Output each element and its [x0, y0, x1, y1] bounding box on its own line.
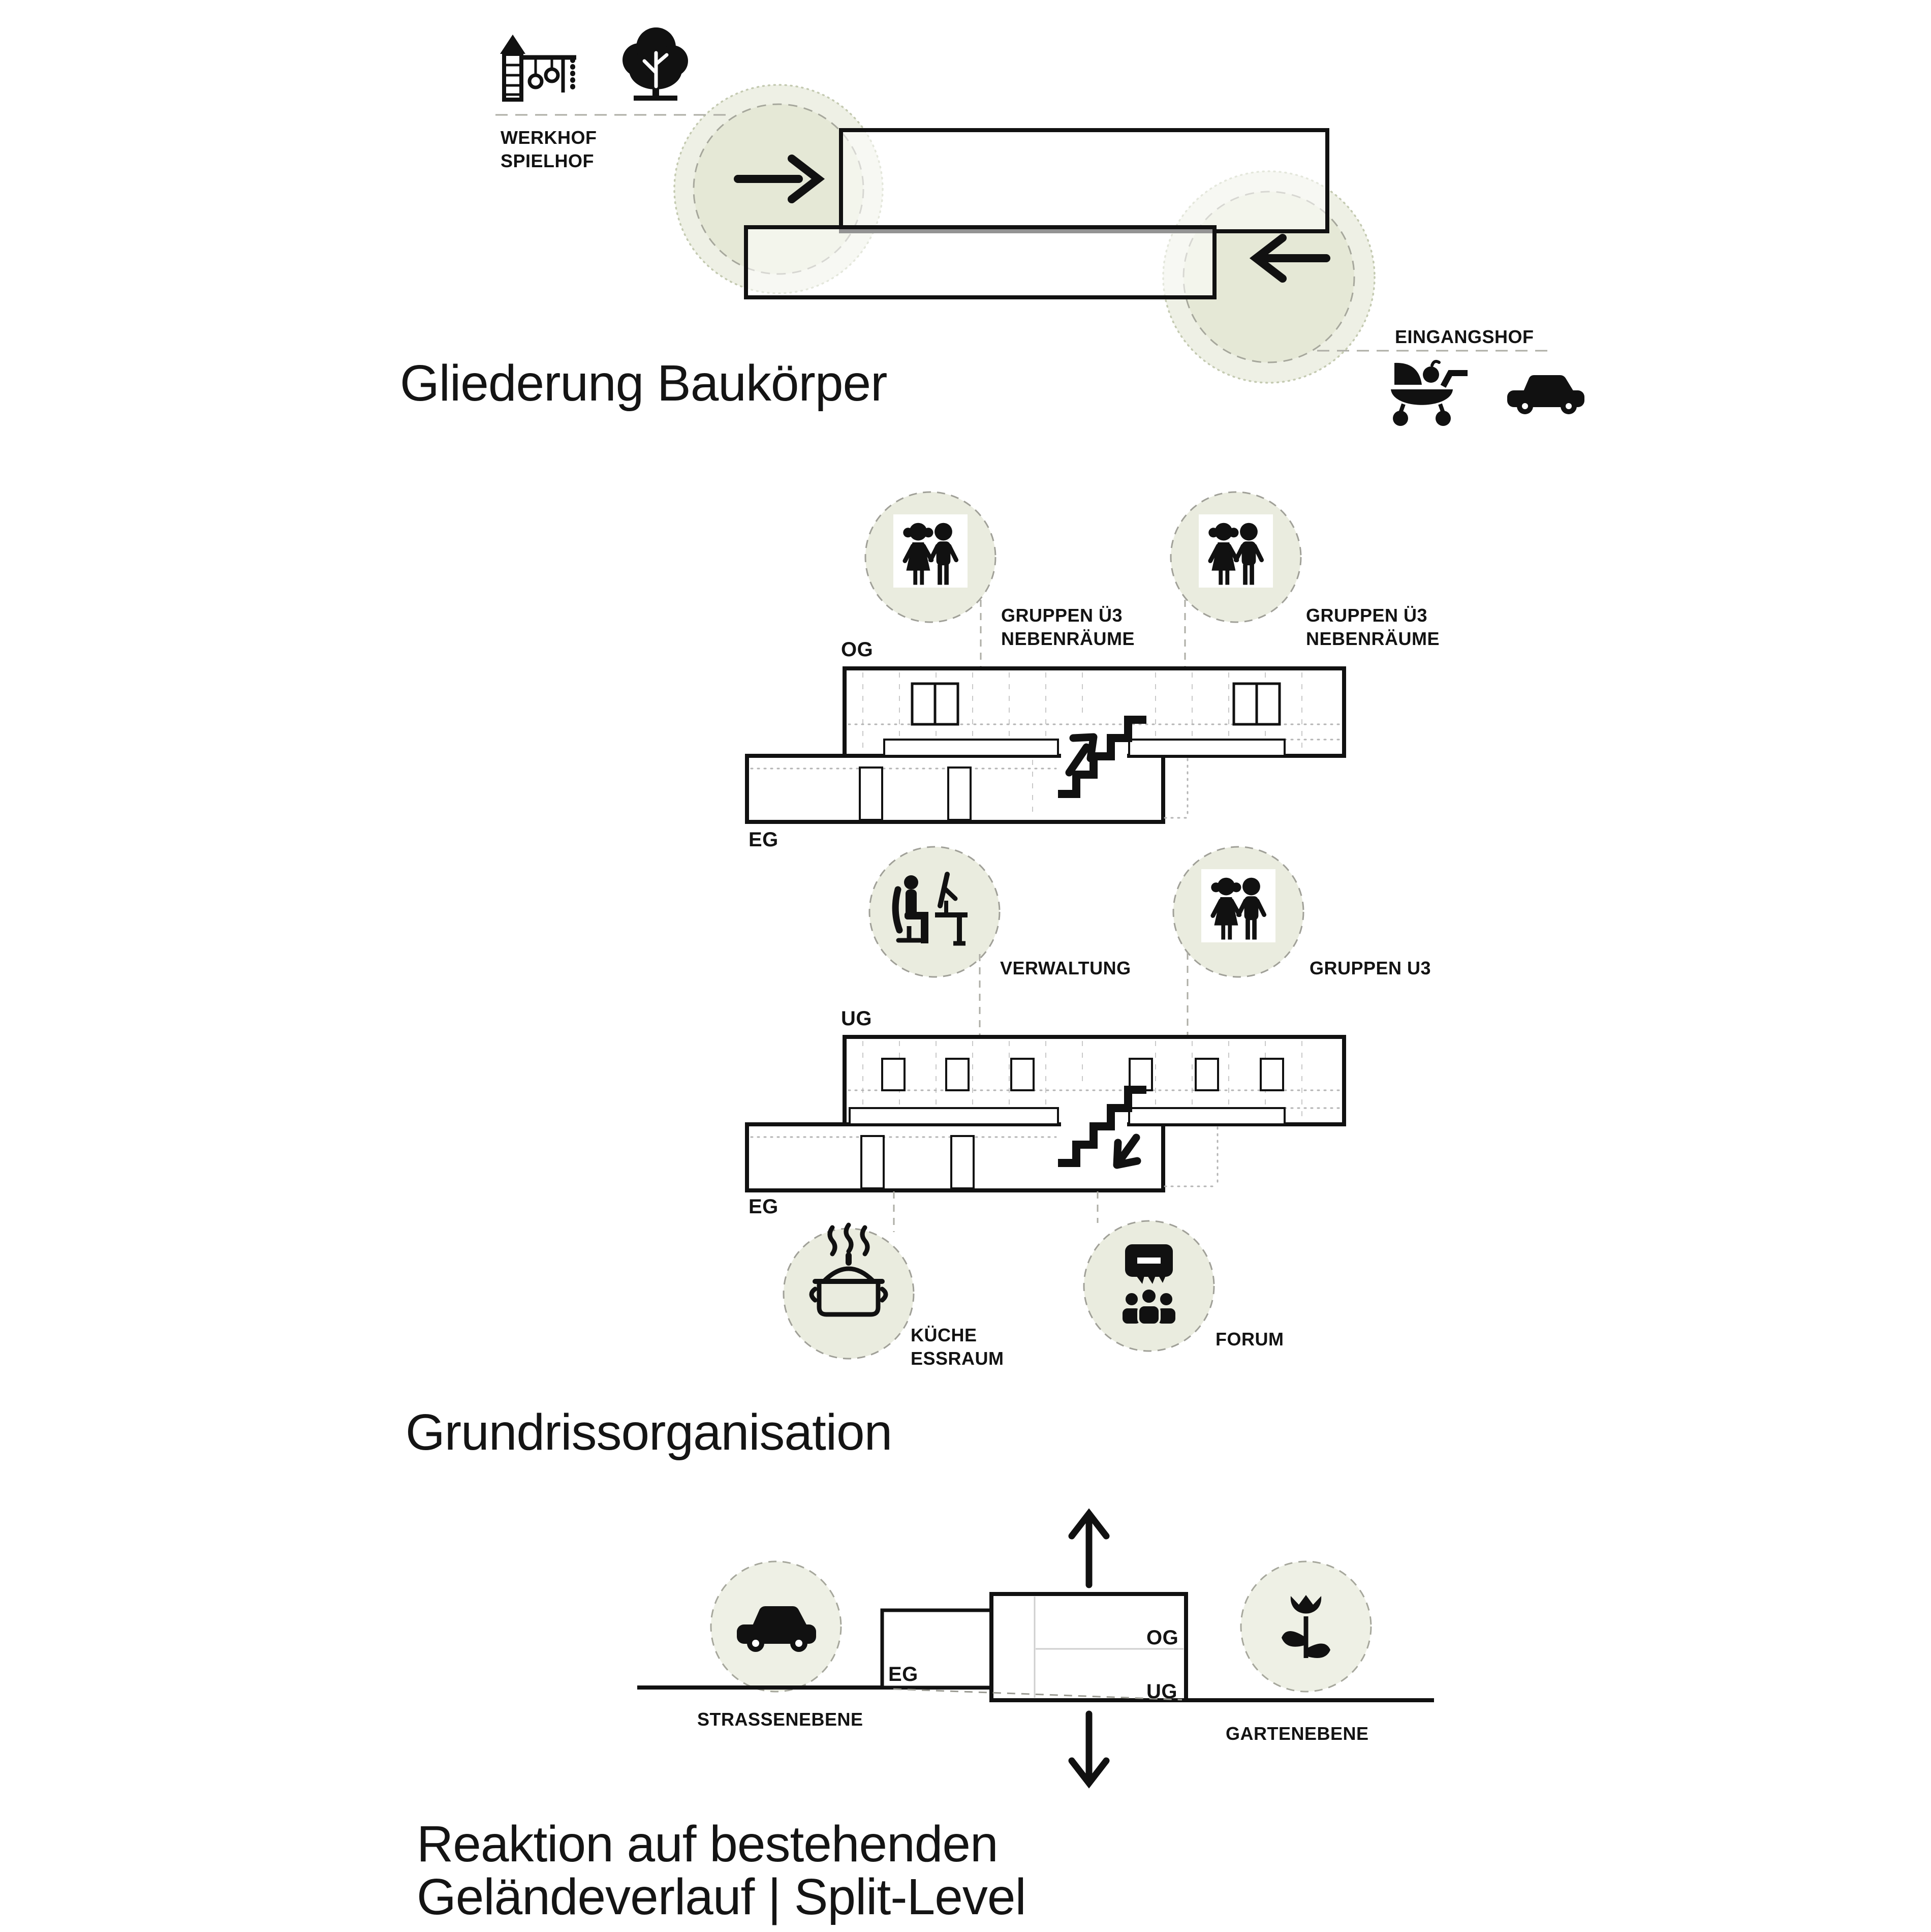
door-opening: [861, 1136, 884, 1188]
door-opening: [860, 768, 882, 820]
werkhof-label-line1: WERKHOF: [501, 127, 597, 148]
corridor-left: [850, 1108, 1058, 1124]
corridor-right: [1129, 740, 1285, 756]
forum-circle: [1084, 1221, 1214, 1351]
eingangshof-label: EINGANGSHOF: [1395, 326, 1534, 347]
gruppen-u3-left-label-line1: GRUPPEN Ü3: [1001, 605, 1123, 626]
kueche-label-line2: ESSRAUM: [911, 1348, 1004, 1369]
gartenebene-label: GARTENEBENE: [1226, 1723, 1369, 1744]
door-opening: [948, 768, 971, 820]
playground-icon: [500, 35, 576, 100]
corridor-right: [1129, 1108, 1285, 1124]
gruppen-u3-right-label-line2: NEBENRÄUME: [1306, 628, 1440, 649]
verwaltung-label: VERWALTUNG: [1000, 958, 1131, 978]
arrow-up-icon: [1072, 1514, 1106, 1585]
gruppen-u3-right-label-line1: GRUPPEN Ü3: [1306, 605, 1428, 626]
forum-label: FORUM: [1216, 1329, 1284, 1350]
plan1-upper-floor-label: OG: [841, 638, 874, 661]
section-eg-label: EG: [888, 1663, 918, 1685]
door-opening: [951, 1136, 974, 1188]
plan2-lower-floor-label: EG: [749, 1195, 778, 1218]
gruppen-u3-label: GRUPPEN U3: [1310, 958, 1431, 978]
section-title-reaktion-line1: Reaktion auf bestehenden: [417, 1816, 998, 1873]
werkhof-label-line2: SPIELHOF: [501, 150, 595, 171]
lower-building-bar: [746, 227, 1214, 297]
section-title-reaktion-line2: Geländeverlauf | Split-Level: [417, 1868, 1026, 1925]
tree-icon: [622, 27, 688, 101]
terrain-section-diagram: [610, 1499, 1474, 1804]
gruppen-u3-left-label-line2: NEBENRÄUME: [1001, 628, 1135, 649]
section-ug-label: UG: [1146, 1680, 1177, 1703]
strassenebene-label: STRASSENEBENE: [697, 1709, 863, 1730]
kueche-label-line1: KÜCHE: [911, 1325, 977, 1345]
plan1-lower-floor-label: EG: [749, 829, 778, 851]
section-title-grundriss: Grundrissorganisation: [406, 1404, 892, 1461]
hidden-edge-dotted: [1165, 1127, 1218, 1186]
upper-building-bar: [841, 130, 1327, 231]
section-og-label: OG: [1146, 1627, 1179, 1649]
floor-plan-og-eg: [711, 488, 1397, 849]
arrow-down-icon: [1072, 1714, 1106, 1783]
section-title-gliederung: Gliederung Baukörper: [400, 355, 887, 412]
plan2-upper-floor-label: UG: [841, 1007, 872, 1030]
corridor-left: [884, 740, 1058, 756]
hidden-edge-dotted: [1165, 759, 1188, 818]
floor-plan-ug-eg: [711, 844, 1423, 1367]
car-icon: [1507, 375, 1584, 414]
stroller-icon: [1391, 361, 1468, 426]
